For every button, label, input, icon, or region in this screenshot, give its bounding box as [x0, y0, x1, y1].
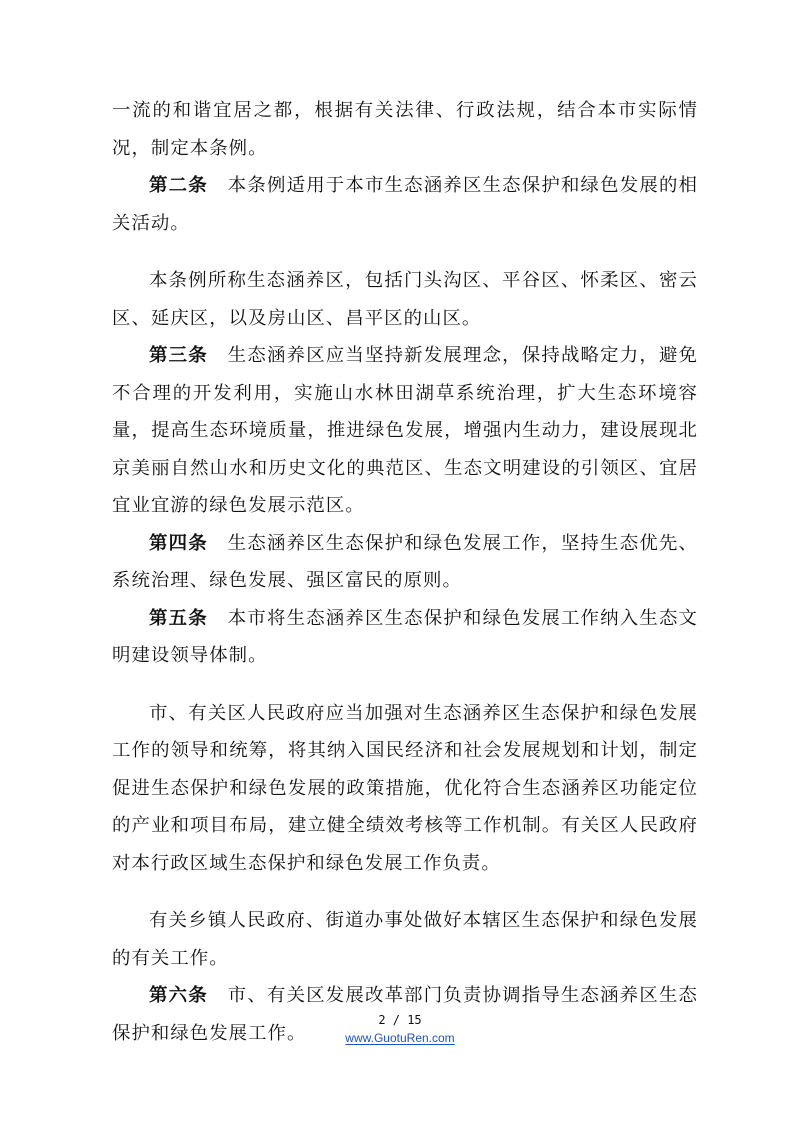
paragraph-text: 有关乡镇人民政府、街道办事处做好本辖区生态保护和绿色发展的有关工作。 [112, 910, 698, 969]
article-4 [112, 525, 698, 600]
article-text: 市、有关区发展改革部门负责协调指导生态涵养区生态保护和绿色发展工作。 [112, 985, 698, 1044]
paragraph-scope [112, 262, 698, 337]
document-body [112, 92, 698, 1052]
article-label: 第四条 [149, 532, 208, 554]
paragraph-text: 本条例所称生态涵养区，包括门头沟区、平谷区、怀柔区、密云区、延庆区，以及房山区、昌平区的山区。 [112, 270, 698, 329]
article-label: 第六条 [149, 985, 208, 1006]
article-label: 第二条 [149, 175, 208, 196]
paragraph-township-duties [112, 902, 698, 977]
article-text: 生态涵养区生态保护和绿色发展工作，坚持生态优先、系统治理、绿色发展、强区富民的原则。 [112, 532, 698, 591]
article-2 [112, 167, 698, 242]
article-label: 第三条 [149, 345, 208, 366]
paragraph-text: 市、有关区人民政府应当加强对生态涵养区生态保护和绿色发展工作的领导和统筹，将其纳入国民经济和社会发展规划和计划，制定促进生态保护和绿色发展的政策措施，优化符合生态涵养区功能定位的产业和项目布局，建立健全绩效考核等工作机制。有关区人民政府对本行政区域生态保护和绿色发展工作负责。 [112, 702, 698, 874]
page-number: 2 / 15 [378, 1013, 422, 1027]
article-text: 生态涵养区应当坚持新发展理念，保持战略定力，避免不合理的开发利用，实施山水林田湖草系统治理，扩大生态环境容量，提高生态环境质量，推进绿色发展，增强内生动力，建设展现北京美丽自然山水和历史文化的典范区、生态文明建设的引领区、宜居宜业宜游的绿色发展示范区。 [112, 345, 698, 516]
article-text: 本市将生态涵养区生态保护和绿色发展工作纳入生态文明建设领导体制。 [112, 607, 698, 666]
article-label: 第五条 [149, 607, 208, 629]
paragraph-government-duties [112, 695, 698, 883]
article-3 [112, 337, 698, 525]
article-text: 本条例适用于本市生态涵养区生态保护和绿色发展的相关活动。 [112, 175, 698, 234]
paragraph-text: 一流的和谐宜居之都，根据有关法律、行政法规，结合本市实际情况，制定本条例。 [112, 100, 698, 159]
paragraph-intro-continuation [112, 92, 698, 167]
site-link[interactable]: www.GuotuRen.com [345, 1031, 455, 1045]
article-5 [112, 600, 698, 675]
